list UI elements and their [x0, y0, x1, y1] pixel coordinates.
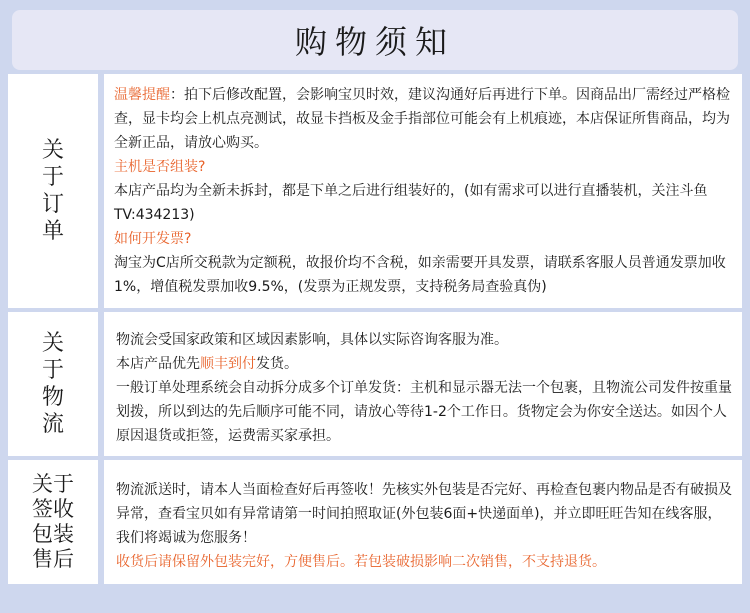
section-order-content [104, 74, 742, 308]
section-logistics [8, 312, 742, 456]
section-logistics-content [104, 312, 742, 456]
label-line: 订 [41, 192, 64, 217]
page-title: 购物须知 [294, 23, 455, 61]
label-line: 关于 [32, 472, 74, 496]
section-order-label [42, 137, 64, 245]
question-assembly: 主机是否组装? [114, 159, 206, 175]
label-line: 关 [41, 138, 64, 163]
question-invoice: 如何开发票? [114, 231, 192, 247]
section-order [8, 74, 742, 308]
shipping-post: 发货。 [256, 356, 298, 372]
shipping-method [116, 352, 732, 376]
title-bar [12, 10, 738, 70]
label-line: 签收 [32, 497, 74, 521]
label-line: 单 [41, 219, 64, 244]
section-signing-label [32, 472, 74, 572]
section-signing-side [8, 460, 98, 584]
logistics-policy: 物流会受国家政策和区域因素影响，具体以实际咨询客服为准。 [116, 332, 508, 348]
section-signing [8, 460, 742, 584]
label-line: 于 [41, 358, 64, 383]
answer-assembly: 本店产品均为全新未拆封，都是下单之后进行组装好的，(如有需求可以进行直播装机，关注斗鱼TV:434213) [114, 183, 708, 223]
label-line: 售后 [32, 547, 74, 571]
label-line: 包装 [32, 522, 74, 546]
order-split-note: 一般订单处理系统会自动拆分成多个订单发货：主机和显示器无法一个包裹，且物流公司发件按重量划拨，所以到达的先后顺序可能不同，请放心等待1-2个工作日。货物定会为你安全送达。如因个人原因退货或拒签，运费需买家承担。 [116, 380, 732, 444]
label-line: 物 [41, 385, 64, 410]
after-sales-warning: 收货后请保留外包装完好，方便售后。若包装破损影响二次销售，不支持退货。 [116, 554, 606, 570]
section-signing-content [104, 460, 742, 584]
signing-instructions: 物流派送时，请本人当面检查好后再签收！先核实外包装是否完好、再检查包裹内物品是否有破损及异常，查看宝贝如有异常请第一时间拍照取证(外包装6面+快递面单)，并立即旺旺告知在线客服，我们将竭诚为您服务！ [116, 482, 732, 546]
tip-text: ：拍下后修改配置，会影响宝贝时效，建议沟通好后再进行下单。因商品出厂需经过严格检查，显卡均会上机点亮测试，故显卡挡板及金手指部位可能会有上机痕迹，本店保证所售商品，均为全新正品，请放心购买。 [114, 87, 730, 151]
shipping-pre: 本店产品优先 [116, 356, 200, 372]
tip-label: 温馨提醒 [114, 87, 170, 103]
tip-paragraph [114, 83, 732, 155]
label-line: 于 [41, 165, 64, 190]
shipping-highlight: 顺丰到付 [200, 356, 256, 372]
section-logistics-label [42, 330, 64, 438]
answer-invoice: 淘宝为C店所交税款为定额税，故报价均不含税，如亲需要开具发票，请联系客服人员普通发票加收1%，增值税发票加收9.5%，(发票为正规发票，支持税务局查验真伪) [114, 255, 726, 295]
section-logistics-side [8, 312, 98, 456]
label-line: 流 [41, 412, 64, 437]
section-order-side [8, 74, 98, 308]
label-line: 关 [41, 331, 64, 356]
